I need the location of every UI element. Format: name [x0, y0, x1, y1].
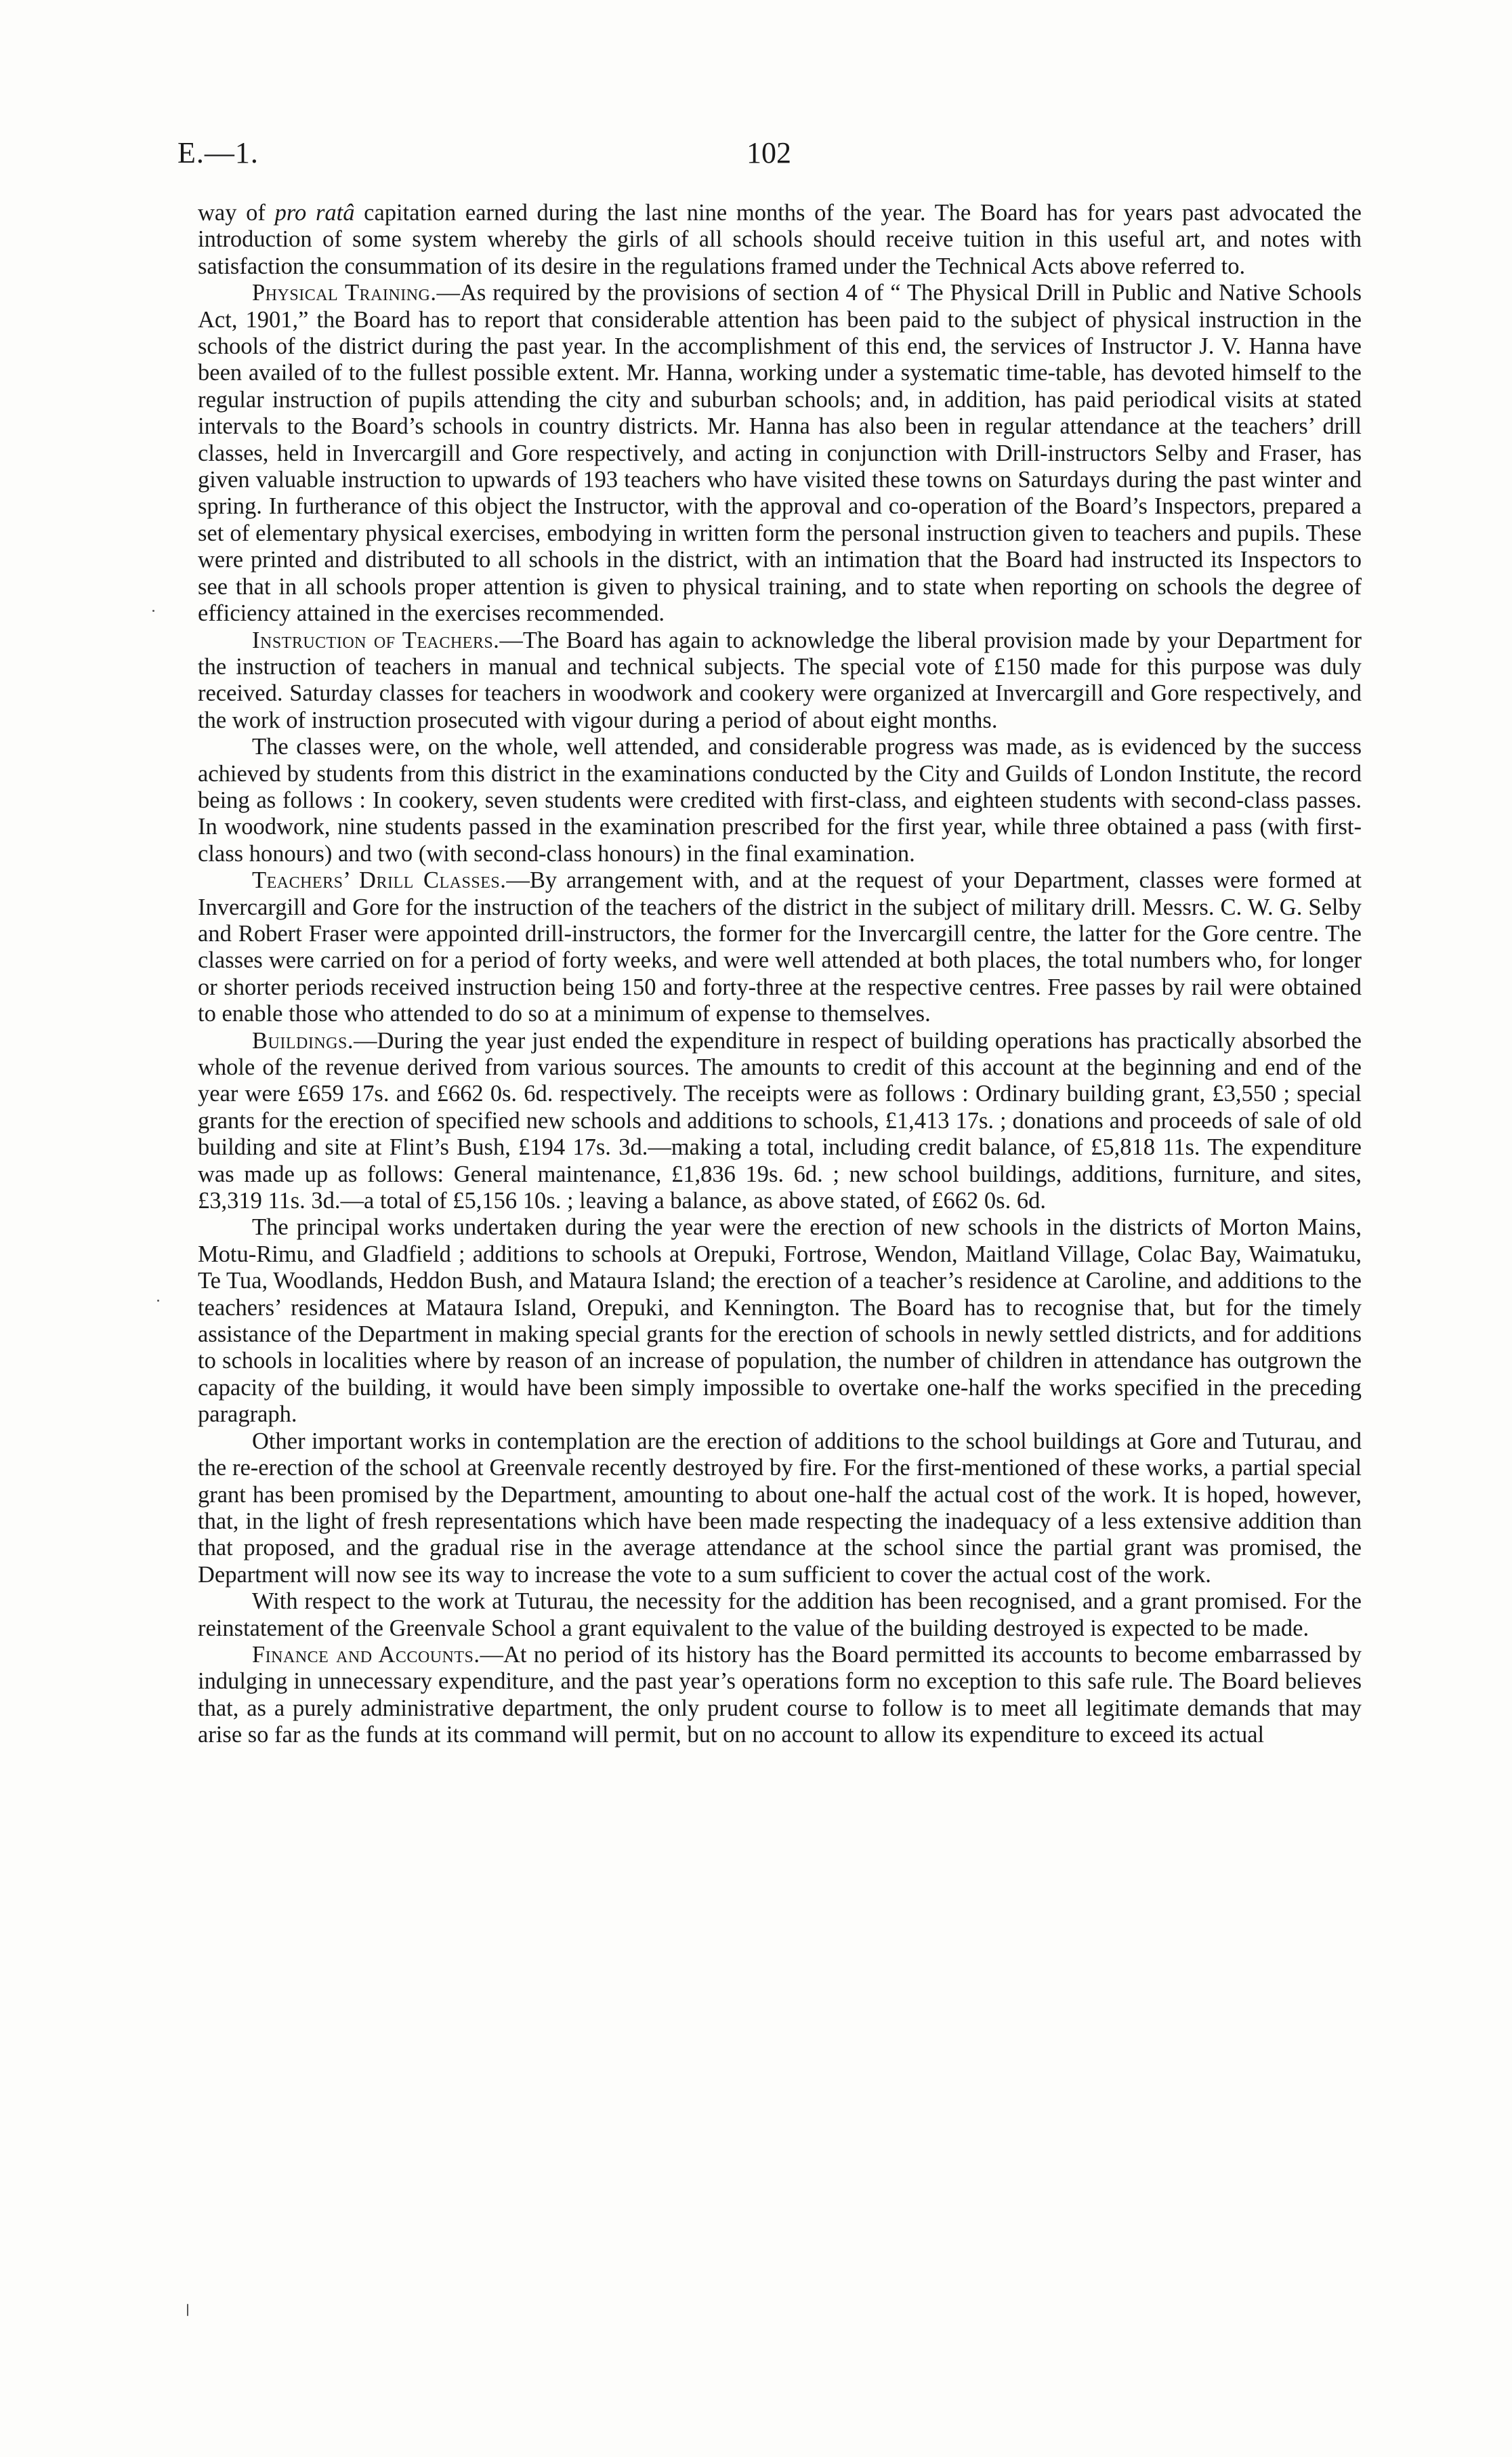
paragraph-other-works: Other important works in contemplation are the erection of additions to the school buildings at Gore and Tuturau, and the re-erection of the school at Greenvale recently destroyed by fire. For the first-mentioned of these works, a partial special grant has been promised by the Department, amounting to about one-half the actual cost of the work. It is hoped, however, that, in the light of fresh representations which have been made respecting the inadequacy of a less extensive addition than that proposed, and the gradual rise in the average attendance at the school since the partial grant was promised, the Department will now see its way to increase the vote to a sum sufficient to cover the actual cost of the work. [198, 1428, 1362, 1588]
page-header [177, 136, 1356, 176]
italic-term: pro ratâ [274, 200, 355, 226]
paragraph-physical-training: Physical Training.—As required by the provisions of section 4 of “ The Physical Drill in Public and Native Schools Act, 1901,” the Board has to report that considerable attention has been paid to the subject of physical instruction in the schools of the district during the past year. In the accomplishment of this end, the services of Instructor J. V. Hanna have been availed of to the fullest possible extent. Mr. Hanna, working under a systematic time-table, has devoted himself to the regular instruction of pupils attending the city and suburban schools; and, in addition, has paid periodical visits at stated intervals to the Board’s schools in country districts. Mr. Hanna has also been in regular attendance at the teachers’ drill classes, held in Invercargill and Gore respectively, and acting in conjunction with Drill-instructors Selby and Fraser, has given valuable instruction to upwards of 193 teachers who have visited these towns on Saturdays during the past winter and spring. In furtherance of this object the Instructor, with the approval and co-operation of the Board’s Inspectors, prepared a set of elementary physical exercises, embodying in written form the personal instruction given to teachers and pupils. These were printed and distributed to all schools in the district, with an intimation that the Board had instructed its Inspectors to see that in all schools proper attention is given to physical training, and to state when reporting on schools the degree of efficiency attained in the exercises recommended. [198, 280, 1362, 627]
paragraph-buildings: Buildings.—During the year just ended the expenditure in respect of building operations has practically absorbed the whole of the revenue derived from various sources. The amounts to credit of this account at the beginning and end of the year were £659 17s. and £662 0s. 6d. respectively. The receipts were as follows : Ordinary building grant, £3,550 ; special grants for the erection of specified new schools and additions to schools, £1,413 17s. ; donations and proceeds of sale of old building and site at Flint’s Bush, £194 17s. 3d.—making a total, including credit balance, of £5,818 11s. The expenditure was made up as follows: General maintenance, £1,836 19s. 6d. ; new school buildings, additions, furniture, and sites, £3,319 11s. 3d.—a total of £5,156 10s. ; leaving a balance, as above stated, of £662 0s. 6d. [198, 1027, 1362, 1214]
section-heading-teachers-drill-classes: Teachers’ Drill Classes. [252, 867, 507, 894]
page-number: 102 [747, 136, 791, 169]
paragraph-tuturau: With respect to the work at Tuturau, the necessity for the addition has been recognised, and a grant promised. For the reinstatement of the Greenvale School a grant equivalent to the value of the building destroyed is expected to be made. [198, 1588, 1362, 1641]
body-text [198, 200, 1362, 1749]
section-heading-physical-training: Physical Training. [252, 280, 437, 306]
paragraph-classes-results: The classes were, on the whole, well attended, and considerable progress was made, as is evidenced by the success achieved by students from this district in the examinations conducted by the City and Guilds of London Institute, the record being as follows : In cookery, seven students were credited with first-class, and eighteen students with second-class passes. In woodwork, nine students passed in the examination prescribed for the first year, while three obtained a pass (with first-class honours) and two (with second-class honours) in the final examination. [198, 734, 1362, 867]
paragraph-teachers-drill-classes: Teachers’ Drill Classes.—By arrangement with, and at the request of your Department, classes were formed at Invercargill and Gore for the instruction of the teachers of the district in the subject of military drill. Messrs. C. W. G. Selby and Robert Fraser were appointed drill-instructors, the former for the Invercargill centre, the latter for the Gore centre. The classes were carried on for a period of forty weeks, and were well attended at both places, the total numbers who, for longer or shorter periods received instruction being 150 and forty-three at the respective centres. Free passes by rail were obtained to enable those who attended to do so at a minimum of expense to themselves. [198, 867, 1362, 1027]
paragraph-instruction-of-teachers: Instruction of Teachers.—The Board has again to acknowledge the liberal provision made by your Department for the instruction of teachers in manual and technical subjects. The special vote of £150 made for this purpose was duly received. Saturday classes for teachers in woodwork and cookery were organized at Invercargill and Gore respectively, and the work of instruction prosecuted with vigour during a period of about eight months. [198, 627, 1362, 733]
margin-speck [187, 2304, 188, 2316]
section-heading-buildings: Buildings. [252, 1027, 354, 1054]
margin-speck [157, 1300, 159, 1302]
document-reference: E.—1. [177, 136, 259, 169]
margin-speck [152, 610, 154, 612]
section-heading-finance-and-accounts: Finance and Accounts. [252, 1641, 480, 1668]
section-heading-instruction-of-teachers: Instruction of Teachers. [252, 627, 500, 653]
paragraph-pro-rata-continuation: way of pro ratâ capitation earned during the last nine months of the year. The Board has for years past advocated the introduction of some system whereby the girls of all schools should receive tuition in this useful art, and notes with satisfaction the consummation of its desire in the regulations framed under the Technical Acts above referred to. [198, 200, 1362, 279]
paragraph-finance-and-accounts: Finance and Accounts.—At no period of its history has the Board permitted its accounts to become embarrassed by indulging in unnecessary expenditure, and the past year’s operations form no exception to this safe rule. The Board believes that, as a purely administrative department, the only prudent course to follow is to meet all legitimate demands that may arise so far as the funds at its command will permit, but on no account to allow its expenditure to exceed its actual [198, 1641, 1362, 1748]
paragraph-principal-works: The principal works undertaken during the year were the erection of new schools in the districts of Morton Mains, Motu-Rimu, and Gladfield ; additions to schools at Orepuki, Fortrose, Wendon, Maitland Village, Colac Bay, Waimatuku, Te Tua, Woodlands, Heddon Bush, and Mataura Island; the erection of a teacher’s residence at Caroline, and additions to the teachers’ residences at Mataura Island, Orepuki, and Kennington. The Board has to recognise that, but for the timely assistance of the Department in making special grants for the erection of schools in newly settled districts, and for additions to schools in localities where by reason of an increase of population, the number of children in attendance has outgrown the capacity of the building, it would have been simply impossible to overtake one-half the works specified in the preceding paragraph. [198, 1214, 1362, 1428]
